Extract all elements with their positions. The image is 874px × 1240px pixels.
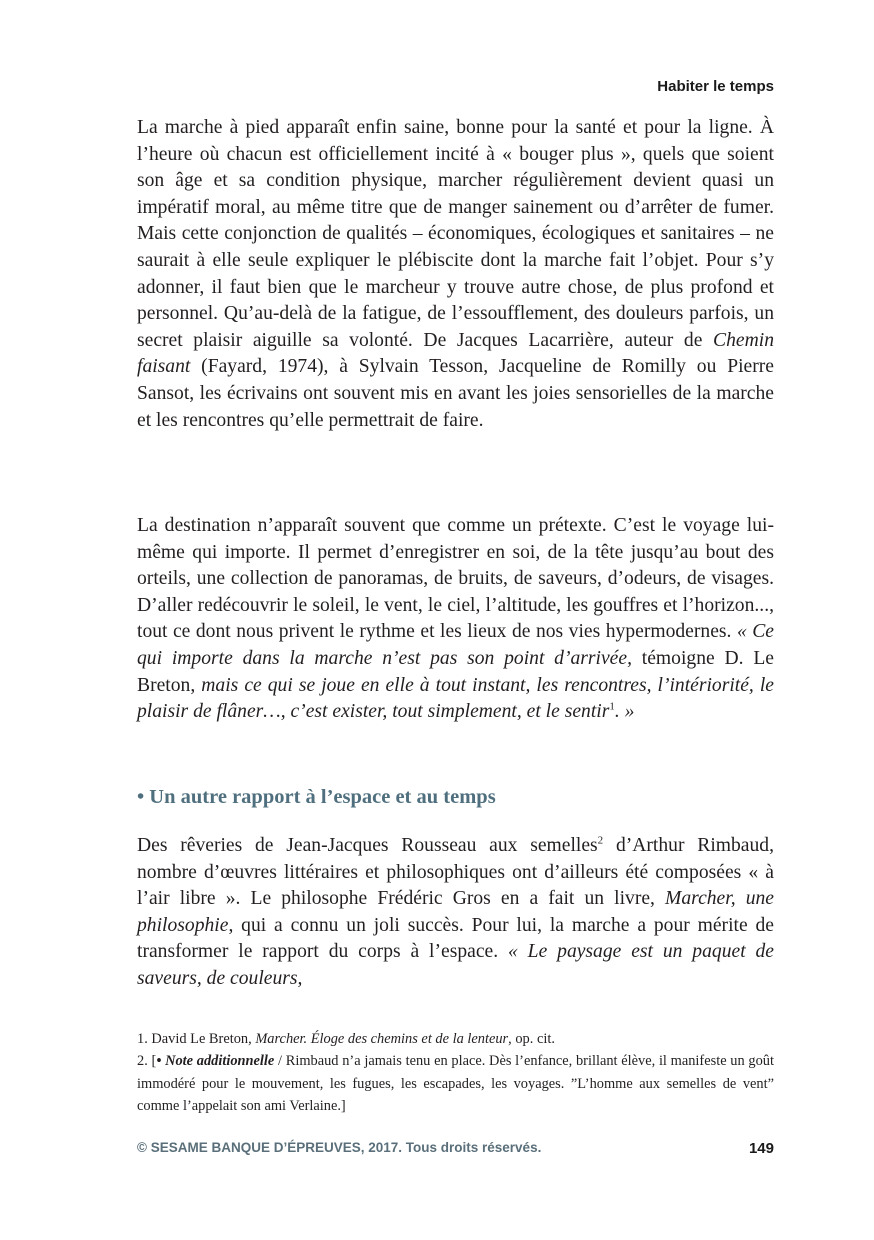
paragraph-1-text-after: (Fayard, 1974), à Sylvain Tesson, Jacqueline de Romilly ou Pierre Sansot, les écrivains ont souvent mis en avant les joies sensorielles de la marche et les rencontres qu’elle permettrait de faire. [137,356,774,431]
footnote-1 [137,1028,774,1050]
footnote-1-suffix: , op. cit. [508,1031,555,1047]
paragraph-3-text-before: Des rêveries de Jean-Jacques Rousseau aux semelles [137,835,598,856]
footnotes [137,1028,774,1118]
paragraph-1 [137,115,774,434]
quote-part-1: « Ce qui importe dans la marche n’est pas son point d’arrivée, [137,621,775,669]
footnote-1-prefix: 1. David Le Breton, [137,1031,252,1047]
copyright-footer: © SESAME BANQUE D’ÉPREUVES, 2017. Tous droits réservés. [137,1140,542,1155]
quote-attribution: témoigne D. Le Breton, [137,647,774,696]
paragraph-3 [137,833,774,993]
quote-part-2: mais ce qui se joue en elle à tout instant, les rencontres, l’intériorité, le plaisir de flâner…, c’est exister, tout simplement, et le sentir [137,674,775,723]
paragraph-1-text: La marche à pied apparaît enfin saine, bonne pour la santé et pour la ligne. À l’heure où chacun est officiellement incité à « bouger plus », quels que soient son âge et sa condition physique, marcher régulièrement devient quasi un impératif moral, au même titre que de manger sainement ou d’arrêter de fumer. Mais cette conjonction de qualités – économiques, écologiques et sanitaires – ne saurait à elle seule expliquer le plébiscite dont la marche fait l’objet. Pour s’y adonner, il faut bien que le marcheur y trouve autre chose, de plus profond et personnel. Qu’au-delà de la fatigue, de l’essoufflement, des douleurs parfois, un secret plaisir aiguille sa volonté. De Jacques Lacarrière, auteur de [137,117,774,351]
quote-end: . » [614,701,635,723]
running-header: Habiter le temps [657,78,774,95]
footnote-2-text: / Rimbaud n’a jamais tenu en place. Dès l’enfance, brillant élève, il manifeste un goût immodéré pour le mouvement, les fugues, les escapades, les voyages. ”L’homme aux semelles de vent” comme l’appelait son ami Verlaine.] [137,1053,774,1115]
footnote-2-label: • Note additionnelle [156,1053,275,1070]
footnote-ref-2[interactable]: 2 [597,834,604,847]
book-title-chemin-faisant: Chemin faisant [137,329,774,378]
section-heading: • Un autre rapport à l’espace et au temps [137,786,496,808]
paragraph-2 [137,513,774,726]
paragraph-2-text: La destination n’apparaît souvent que comme un prétexte. C’est le voyage lui-même qui importe. Il permet d’enregistrer en soi, de la tête jusqu’au bout des orteils, une collection de panoramas, de bruits, de saveurs, d’odeurs, de visages. D’aller redécouvrir le soleil, le vent, le ciel, l’altitude, les gouffres et l’horizon..., tout ce dont nous privent le rythme et les lieux de nos vies hypermodernes. [137,515,774,643]
paragraph-3-text-after: , qui a connu un joli succès. Pour lui, la marche a pour mérite de transformer le rapport du corps à l’espace. [137,914,774,963]
paragraph-3-quote: « Le paysage est un paquet de saveurs, de couleurs, [137,941,774,989]
footnote-1-title: Marcher. Éloge des chemins et de la lenteur [255,1031,509,1047]
footnote-2-prefix: 2. [ [137,1053,157,1070]
footnote-ref-1[interactable]: 1 [609,700,615,713]
book-title-marcher: Marcher, une philosophie [137,888,774,936]
page-number: 149 [748,1140,774,1157]
paragraph-3-text-middle: d’Arthur Rimbaud, nombre d’œuvres littéraires et philosophiques ont d’ailleurs été composées « à l’air libre ». Le philosophe Frédéric Gros en a fait un livre, [137,835,774,910]
footnote-2 [137,1050,774,1117]
